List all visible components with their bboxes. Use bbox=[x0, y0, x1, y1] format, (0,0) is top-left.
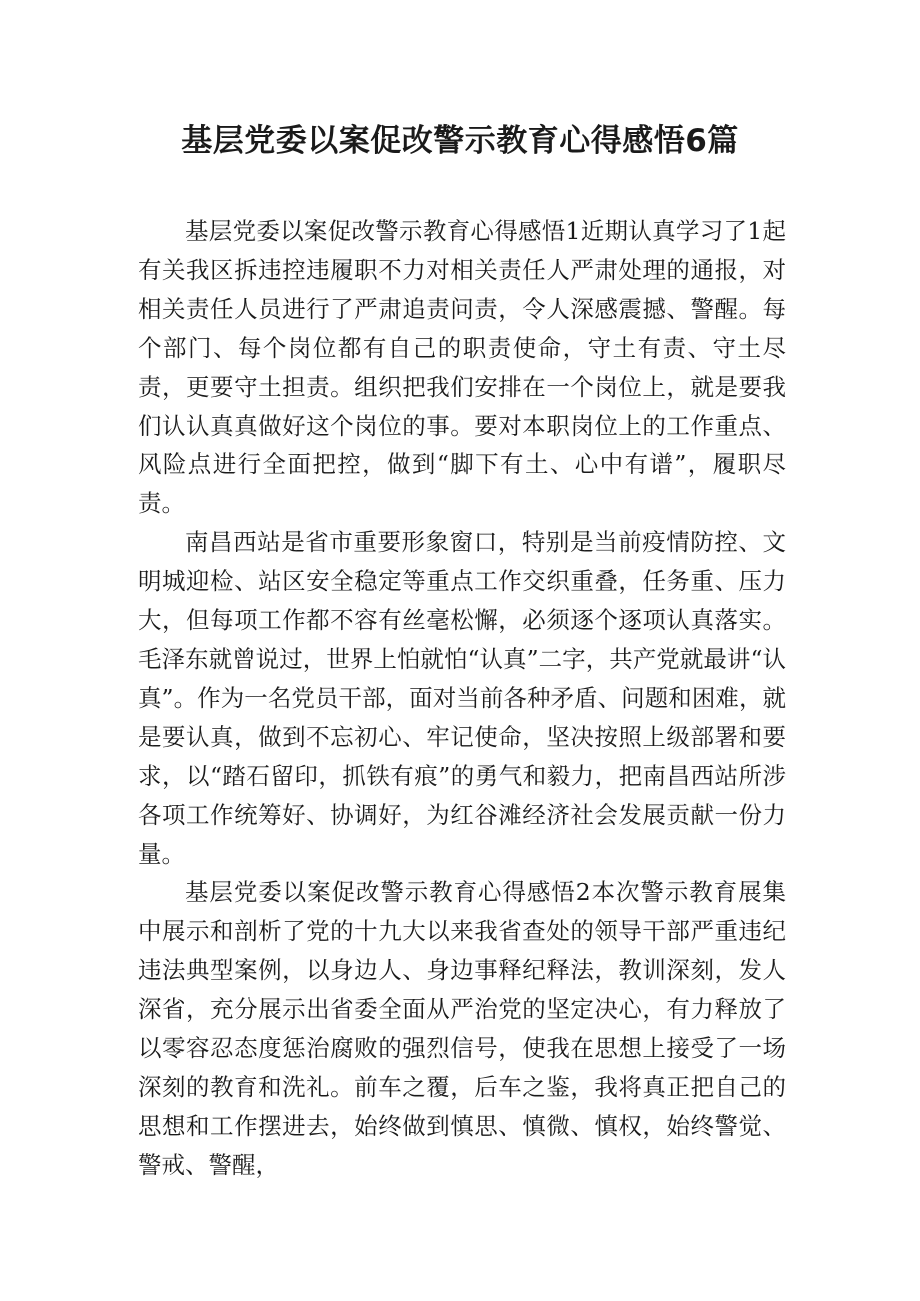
paragraph-1: 基层党委以案促改警示教育心得感悟1近期认真学习了1起有关我区拆违控违履职不力对相关责任人严肃处理的通报，对相关责任人员进行了严肃追责问责，令人深感震撼、警醒。每个部门、每个岗位都有自己的职责使命，守土有责、守土尽责，更要守土担责。组织把我们安排在一个岗位上，就是要我们认认真真做好这个岗位的事。要对本职岗位上的工作重点、风险点进行全面把控，做到“脚下有土、心中有谱”，履职尽责。 bbox=[138, 217, 786, 518]
paragraph-3: 基层党委以案促改警示教育心得感悟2本次警示教育展集中展示和剖析了党的十九大以来我省查处的领导干部严重违纪违法典型案例，以身边人、身边事释纪释法，教训深刻，发人深省，充分展示出省委全面从严治党的坚定决心，有力释放了以零容忍态度惩治腐败的强烈信号，使我在思想上接受了一场深刻的教育和洗礼。前车之覆，后车之鉴，我将真正把自己的思想和工作摆进去，始终做到慎思、慎微、慎权，始终警觉、警戒、警醒， bbox=[138, 878, 786, 1179]
paragraph-2: 南昌西站是省市重要形象窗口，特别是当前疫情防控、文明城迎检、站区安全稳定等重点工作交织重叠，任务重、压力大，但每项工作都不容有丝毫松懈，必须逐个逐项认真落实。毛泽东就曾说过，世界上怕就怕“认真”二字，共产党就最讲“认真”。作为一名党员干部，面对当前各种矛盾、问题和困难，就是要认真，做到不忘初心、牢记使命，坚决按照上级部署和要求，以“踏石留印，抓铁有痕”的勇气和毅力，把南昌西站所涉各项工作统筹好、协调好，为红谷滩经济社会发展贡献一份力量。 bbox=[138, 528, 786, 868]
document-body bbox=[138, 212, 786, 1185]
document-title: 基层党委以案促改警示教育心得感悟6篇 bbox=[181, 123, 739, 159]
